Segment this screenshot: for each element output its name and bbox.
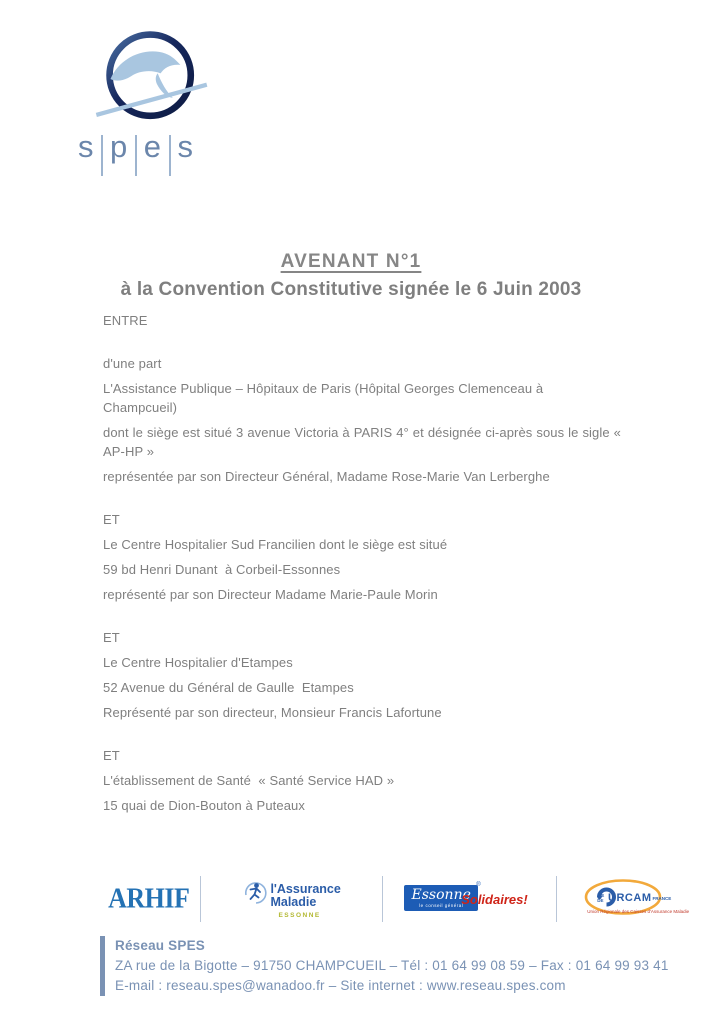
paragraph: L'Assistance Publique – Hôpitaux de Paris (Hôpital Georges Clemenceau à Champcueil) <box>103 381 547 415</box>
section-sud-francilien <box>103 510 621 604</box>
solidaires-text: Solidaires! <box>461 892 528 907</box>
registered-mark: ® <box>476 882 481 888</box>
paragraph: 15 quai de Dion-Bouton à Puteaux <box>103 798 305 813</box>
paragraph: ET <box>103 512 120 527</box>
title-block <box>92 249 610 303</box>
document-body <box>103 311 624 821</box>
letter-separator <box>135 135 137 176</box>
spes-letter: e <box>143 129 162 164</box>
paragraph: dont le siège est situé 3 avenue Victoria à PARIS 4° et désignée ci-après sous le sigle « AP-HP » <box>103 425 624 459</box>
letter-separator <box>169 135 171 176</box>
contact-line: E-mail : reseau.spes@wanadoo.fr – Site internet : www.reseau.spes.com <box>115 978 566 993</box>
document-subtitle: à la Convention Constitutive signée le 6 Juin 2003 <box>120 279 582 300</box>
assurance-maladie-line1: l'Assurance <box>270 882 341 896</box>
urcam-france: FRANCE <box>652 895 672 901</box>
org-name: Réseau SPES <box>115 938 205 953</box>
urcam-name: URCAM <box>608 892 652 904</box>
arhif-wordmark: ARHIF <box>108 882 190 915</box>
essonne-script-text: Essonne <box>411 887 471 903</box>
paragraph: d'une part <box>103 356 162 371</box>
urcam-ile-de: ILE DE <box>597 893 605 903</box>
spes-logo-mark-icon <box>88 28 218 130</box>
section-aphp <box>103 354 624 486</box>
section-entre <box>103 311 621 330</box>
urcam-tagline: Union Régionale des Caisses d'Assurance Maladie <box>587 909 690 914</box>
paragraph: Le Centre Hospitalier d'Etampes <box>103 655 293 670</box>
paragraph: L'établissement de Santé « Santé Service HAD » <box>103 773 395 788</box>
spes-letter: s <box>177 129 194 164</box>
assurance-maladie-region: ESSONNE <box>278 912 321 919</box>
paragraph: ENTRE <box>103 313 148 328</box>
essonne-solidaires-logo <box>383 868 556 930</box>
document-title: AVENANT N°1 <box>280 251 422 272</box>
spes-logo <box>78 28 218 176</box>
section-etampes <box>103 628 621 722</box>
paragraph: ET <box>103 630 120 645</box>
partner-logos-bar <box>97 868 690 930</box>
section-sante-service <box>103 746 621 815</box>
footer-contact-block <box>100 936 669 996</box>
paragraph: 59 bd Henri Dunant à Corbeil-Essonnes <box>103 562 341 577</box>
paragraph: représenté par son Directeur Madame Marie-Paule Morin <box>103 587 438 602</box>
address-line: ZA rue de la Bigotte – 91750 CHAMPCUEIL – Tél : 01 64 99 08 59 – Fax : 01 64 99 93 41 <box>115 958 669 973</box>
paragraph: représentée par son Directeur Général, Madame Rose-Marie Van Lerberghe <box>103 469 550 484</box>
assurance-maladie-logo <box>201 868 382 930</box>
spes-letter: s <box>78 129 94 164</box>
paragraph: Le Centre Hospitalier Sud Francilien dont le siège est situé <box>103 537 448 552</box>
urcam-logo <box>557 868 690 930</box>
letter-separator <box>101 135 103 176</box>
spes-letter: p <box>110 129 128 164</box>
assurance-maladie-line2: Maladie <box>270 895 317 909</box>
assurance-maladie-figure-icon <box>242 879 268 905</box>
arhif-logo <box>97 868 200 930</box>
essonne-sub-text: le conseil général <box>419 903 464 908</box>
spes-wordmark <box>78 130 218 176</box>
paragraph: 52 Avenue du Général de Gaulle Etampes <box>103 680 354 695</box>
paragraph: ET <box>103 748 120 763</box>
paragraph: Représenté par son directeur, Monsieur Francis Lafortune <box>103 705 442 720</box>
